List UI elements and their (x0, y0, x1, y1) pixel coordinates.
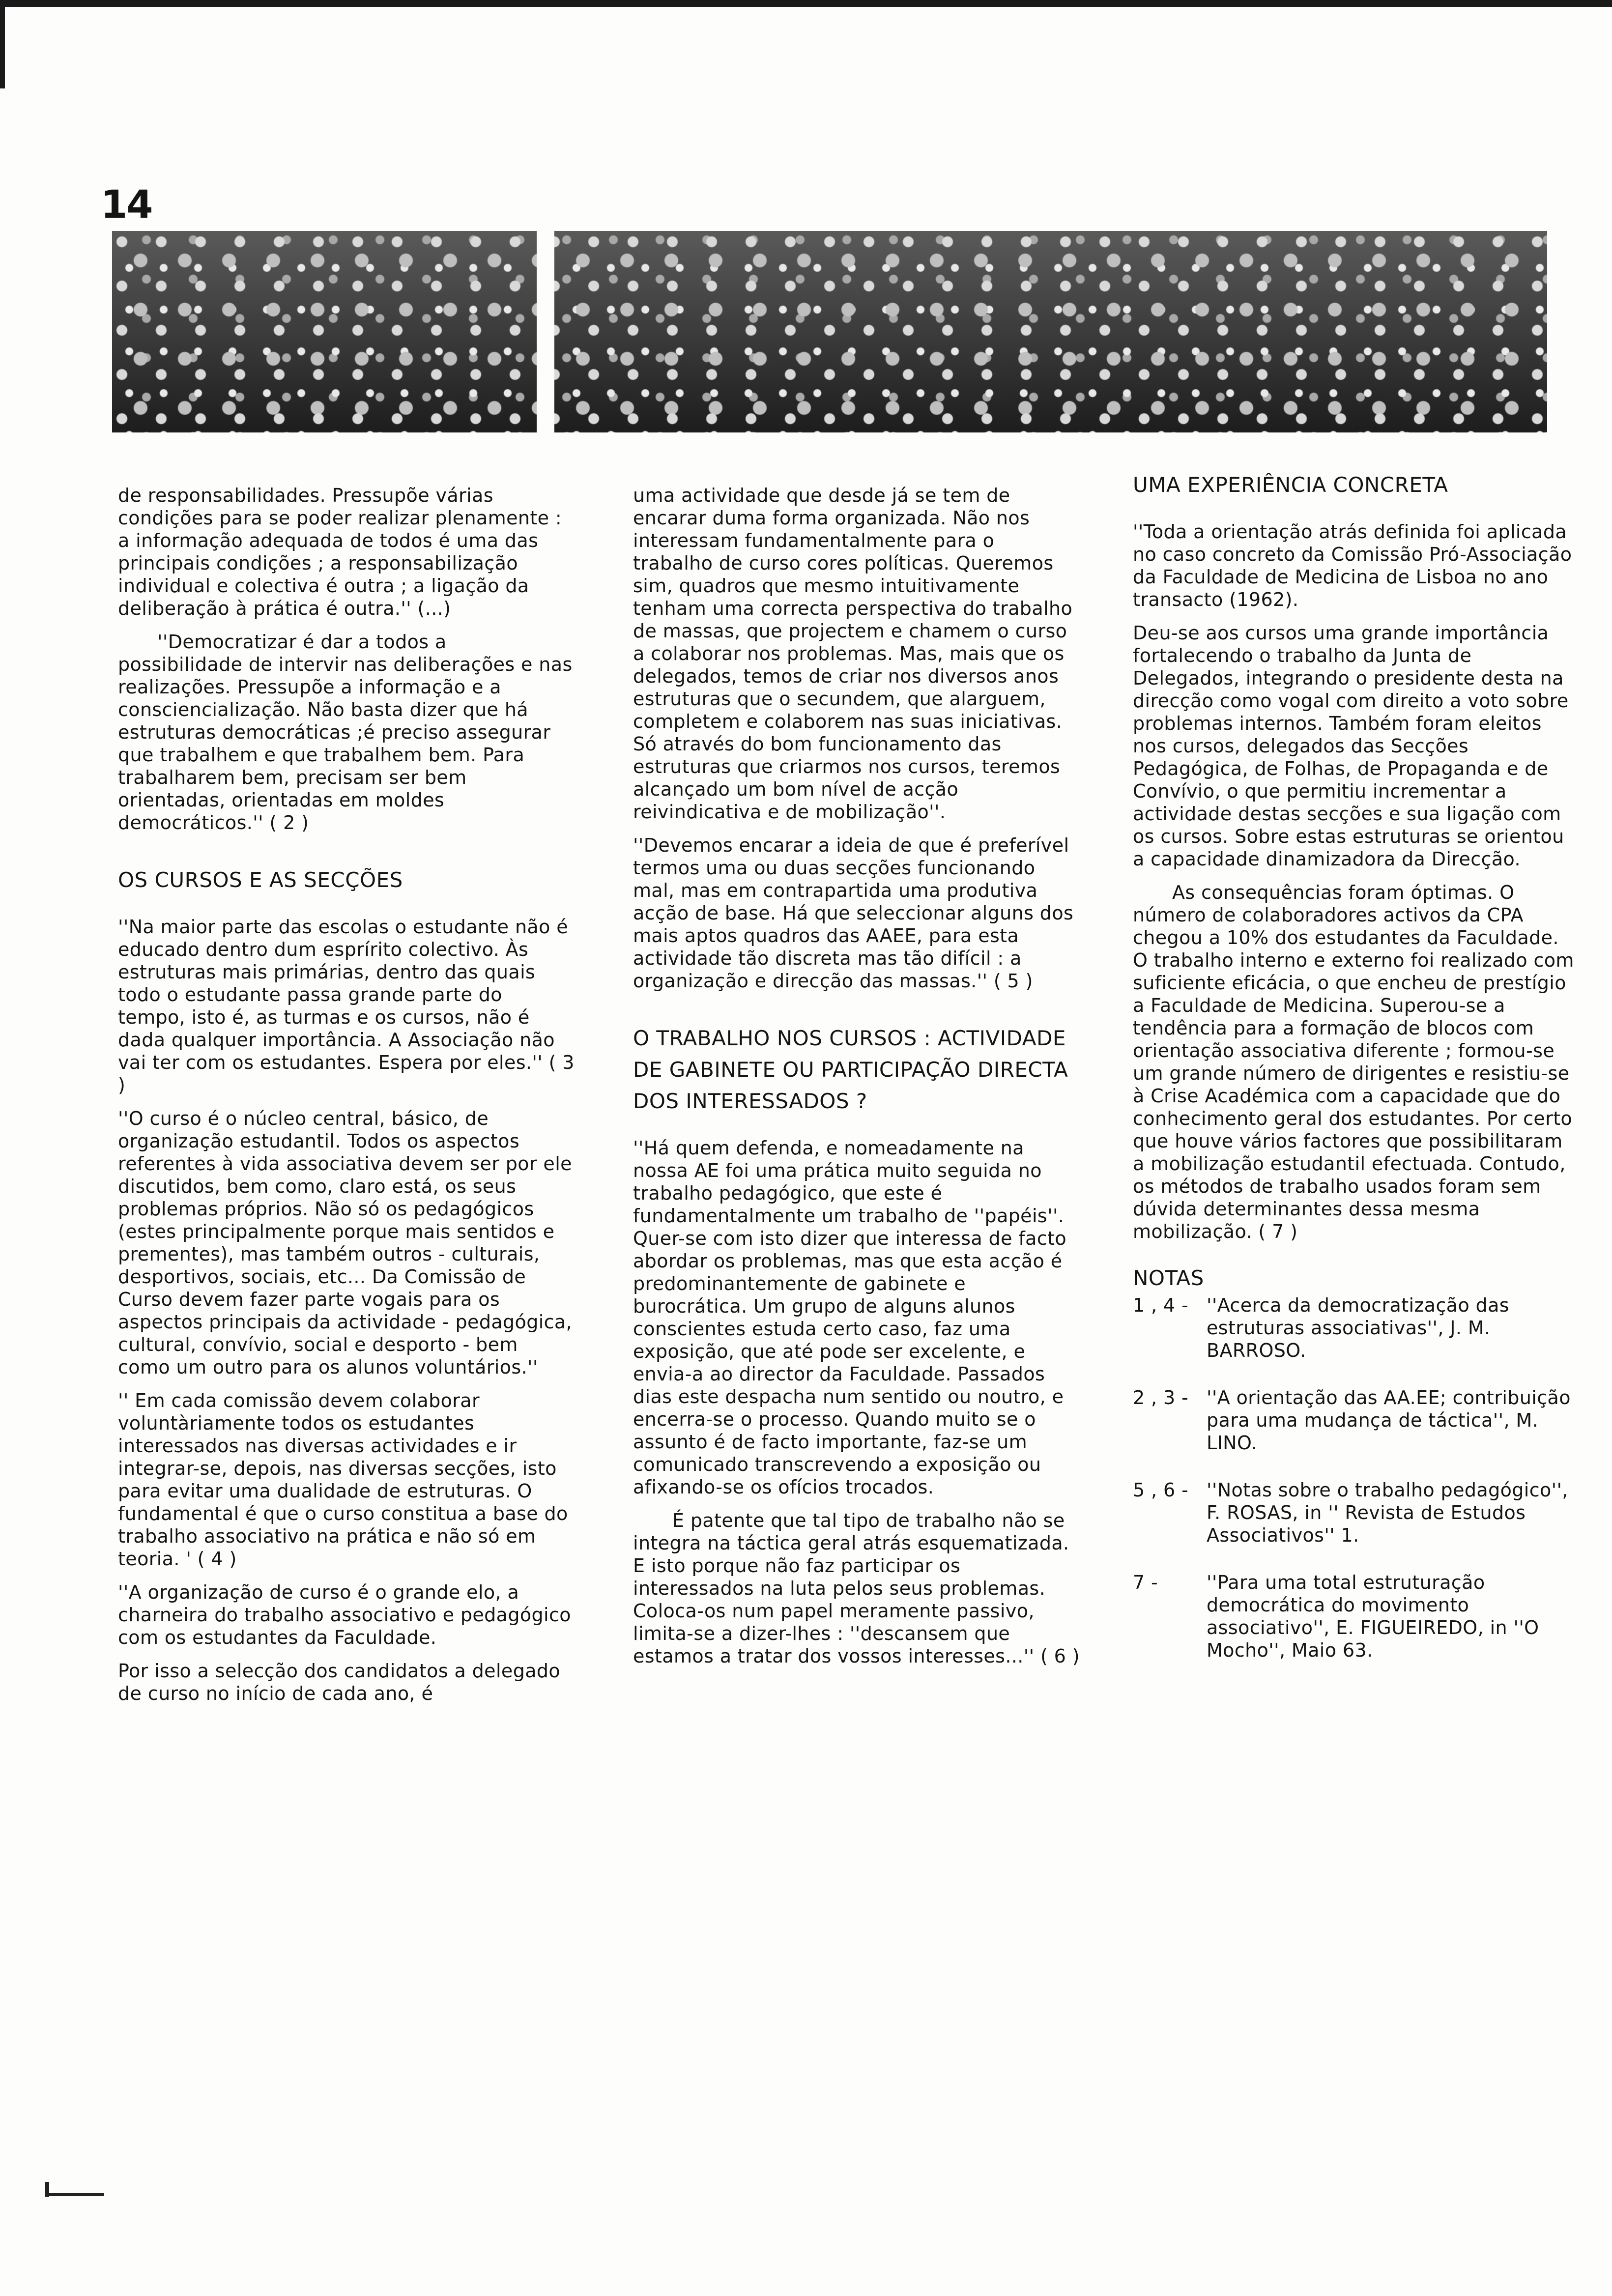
paragraph: ''Devemos encarar a ideia de que é preferível termos uma ou duas secções funcionando mal, mas em contrapartida uma produtiva acção de base. Há que seleccionar alguns dos mais aptos quadros das AAEE, para esta actividade tão discreta mas tão difícil : a organização e direcção das massas.'' ( 5 ) (633, 834, 1074, 992)
page-left-edge (0, 0, 5, 88)
paragraph: ''O curso é o núcleo central, básico, de organização estudantil. Todos os aspectos referentes à vida associativa devem ser por ele discutidos, bem como, claro está, os seus problemas próprios. Não só os pedagógicos (estes principalmente porque mais sentidos e prementes), mas também outros - culturais, desportivos, sociais, etc... Da Comissão de Curso devem fazer parte vogais para os aspectos principais da actividade - pedagógica, cultural, convívio, social e desporto - bem como um outro para os alunos voluntários.'' (118, 1108, 573, 1378)
column-left (118, 484, 575, 1716)
crowd-photo-banner (112, 231, 1547, 432)
paragraph: ''Há quem defenda, e nomeadamente na nossa AE foi uma prática muito seguida no trabalho pedagógico, que este é fundamentalmente um trabalho de ''papéis''. Quer-se com isto dizer que interessa de facto abordar os problemas, mas que esta acção é predominantemente de gabinete e burocrática. Um grupo de alguns alunos conscientes estuda certo caso, faz uma exposição, que até pode ser excelente, e envia-a ao director da Faculdade. Passados dias este despacha num sentido ou noutro, e encerra-se o processo. Quando muito se o assunto é de facto importante, faz-se um comunicado transcrevendo a exposição ou afixando-se os ofícios trocados. (633, 1137, 1067, 1498)
page-top-edge (0, 0, 1612, 7)
page-number: 14 (101, 183, 152, 227)
note-item (1133, 1386, 1575, 1454)
column-middle (633, 484, 1080, 1678)
banner-divider (537, 231, 554, 432)
paragraph: As consequências foram óptimas. O número de colaboradores activos da CPA chegou a 10% dos estudantes da Faculdade. O trabalho interno e externo foi realizado com suficiente eficácia, o que encheu de prestígio a Faculdade de Medicina. Superou-se a tendência para a formação de blocos com orientação associativa diferente ; formou-se um grande número de dirigentes e resistiu-se à Crise Académica com a capacidade que do conhecimento geral dos estudantes. Por certo que houve vários factores que possibilitaram a mobilização estudantil efectuada. Contudo, os métodos de trabalho usados foram sem dúvida determinantes dessa mesma mobilização. ( 7 ) (1133, 882, 1574, 1242)
note-item (1133, 1571, 1575, 1662)
note-text: ''Notas sobre o trabalho pedagógico'', F. ROSAS, in '' Revista de Estudos Associativos'' 1. (1207, 1479, 1568, 1546)
paragraph: Deu-se aos cursos uma grande importância fortalecendo o trabalho da Junta de Delegados, integrando o presidente desta na direcção como vogal com direito a voto sobre problemas internos. Também foram eleitos nos cursos, delegados das Secções Pedagógica, de Folhas, de Propaganda e de Convívio, o que permitiu incrementar a actividade destas secções e sua ligação com os cursos. Sobre estas estruturas se orientou a capacidade dinamizadora da Direcção. (1133, 622, 1569, 870)
note-number: 7 - (1133, 1572, 1158, 1593)
paragraph: ''Na maior parte das escolas o estudante não é educado dentro dum esprírito colectivo. Às estruturas mais primárias, dentro das quais todo o estudante passa grande parte do tempo, isto é, as turmas e os cursos, não é dada qualquer importância. A Associação não vai ter com os estudantes. Espera por eles.'' ( 3 ) (118, 916, 575, 1096)
note-number: 5 , 6 - (1133, 1479, 1189, 1501)
paragraph: ''A organização de curso é o grande elo, a charneira do trabalho associativo e pedagógico com os estudantes da Faculdade. (118, 1581, 571, 1648)
note-text: ''A orientação das AA.EE; contribuição para uma mudança de táctica'', M. LINO. (1207, 1387, 1571, 1454)
paragraph: Por isso a selecção dos candidatos a delegado de curso no início de cada ano, é (118, 1660, 561, 1704)
note-number: 2 , 3 - (1133, 1387, 1189, 1408)
notes-section (1133, 1263, 1575, 1662)
paragraph: ''Toda a orientação atrás definida foi aplicada no caso concreto da Comissão Pró-Associação da Faculdade de Medicina de Lisboa no ano transacto (1962). (1133, 521, 1572, 610)
note-item (1133, 1479, 1575, 1547)
section-heading: UMA EXPERIÊNCIA CONCRETA (1133, 473, 1448, 497)
notes-heading: NOTAS (1133, 1266, 1204, 1290)
paragraph: uma actividade que desde já se tem de encarar duma forma organizada. Não nos interessam fundamentalmente para o trabalho de curso cores políticas. Queremos sim, quadros que mesmo intuitivamente tenham uma correcta perspectiva do trabalho de massas, que projectem e chamem o curso a colaborar nos problemas. Mas, mais que os delegados, temos de criar nos diversos anos estruturas que o secundem, que alarguem, completem e colaborem nas suas iniciativas. Só através do bom funcionamento das estruturas que criarmos nos cursos, teremos alcançado um bom nível de acção reivindicativa e de mobilização''. (633, 485, 1073, 823)
section-heading: OS CURSOS E AS SECÇÕES (118, 868, 403, 892)
paragraph: ''Democratizar é dar a todos a possibilidade de intervir nas deliberações e nas realizações. Pressupõe a informação e a consciencialização. Não basta dizer que há estruturas democráticas ;é preciso assegurar que trabalhem e que trabalhem bem. Para trabalharem bem, precisam ser bem orientadas, orientadas em moldes democráticos.'' ( 2 ) (118, 631, 573, 833)
note-number: 1 , 4 - (1133, 1294, 1189, 1316)
note-text: ''Para uma total estruturação democrática do movimento associativo'', E. FIGUEIREDO, in ''O Mocho'', Maio 63. (1207, 1572, 1539, 1661)
paragraph: '' Em cada comissão devem colaborar voluntàriamente todos os estudantes interessados nas diversas actividades e ir integrar-se, depois, nas diversas secções, isto para evitar uma dualidade de estruturas. O fundamental é que o curso constitua a base do trabalho associativo na prática e não só em teoria. ' ( 4 ) (118, 1390, 568, 1570)
section-heading: O TRABALHO NOS CURSOS : ACTIVIDADE DE GABINETE OU PARTICIPAÇÃO DIRECTA DOS INTERESSADOS ? (633, 1026, 1068, 1113)
margin-mark (45, 2193, 104, 2196)
paragraph: É patente que tal tipo de trabalho não se integra na táctica geral atrás esquematizada. E isto porque não faz participar os interessados na luta pelos seus problemas. Coloca-os num papel meramente passivo, limita-se a dizer-lhes : ''descansem que estamos a tratar dos vossos interesses...'' ( 6 ) (633, 1510, 1080, 1667)
paragraph: de responsabilidades. Pressupõe várias condições para se poder realizar plenamente : a informação adequada de todos é uma das principais condições ; a responsabilização individual e colectiva é outra ; a ligação da deliberação à prática é outra.'' (...) (118, 485, 562, 619)
note-text: ''Acerca da democratização das estruturas associativas'', J. M. BARROSO. (1207, 1294, 1509, 1361)
column-right (1133, 469, 1575, 1686)
note-item (1133, 1294, 1575, 1362)
